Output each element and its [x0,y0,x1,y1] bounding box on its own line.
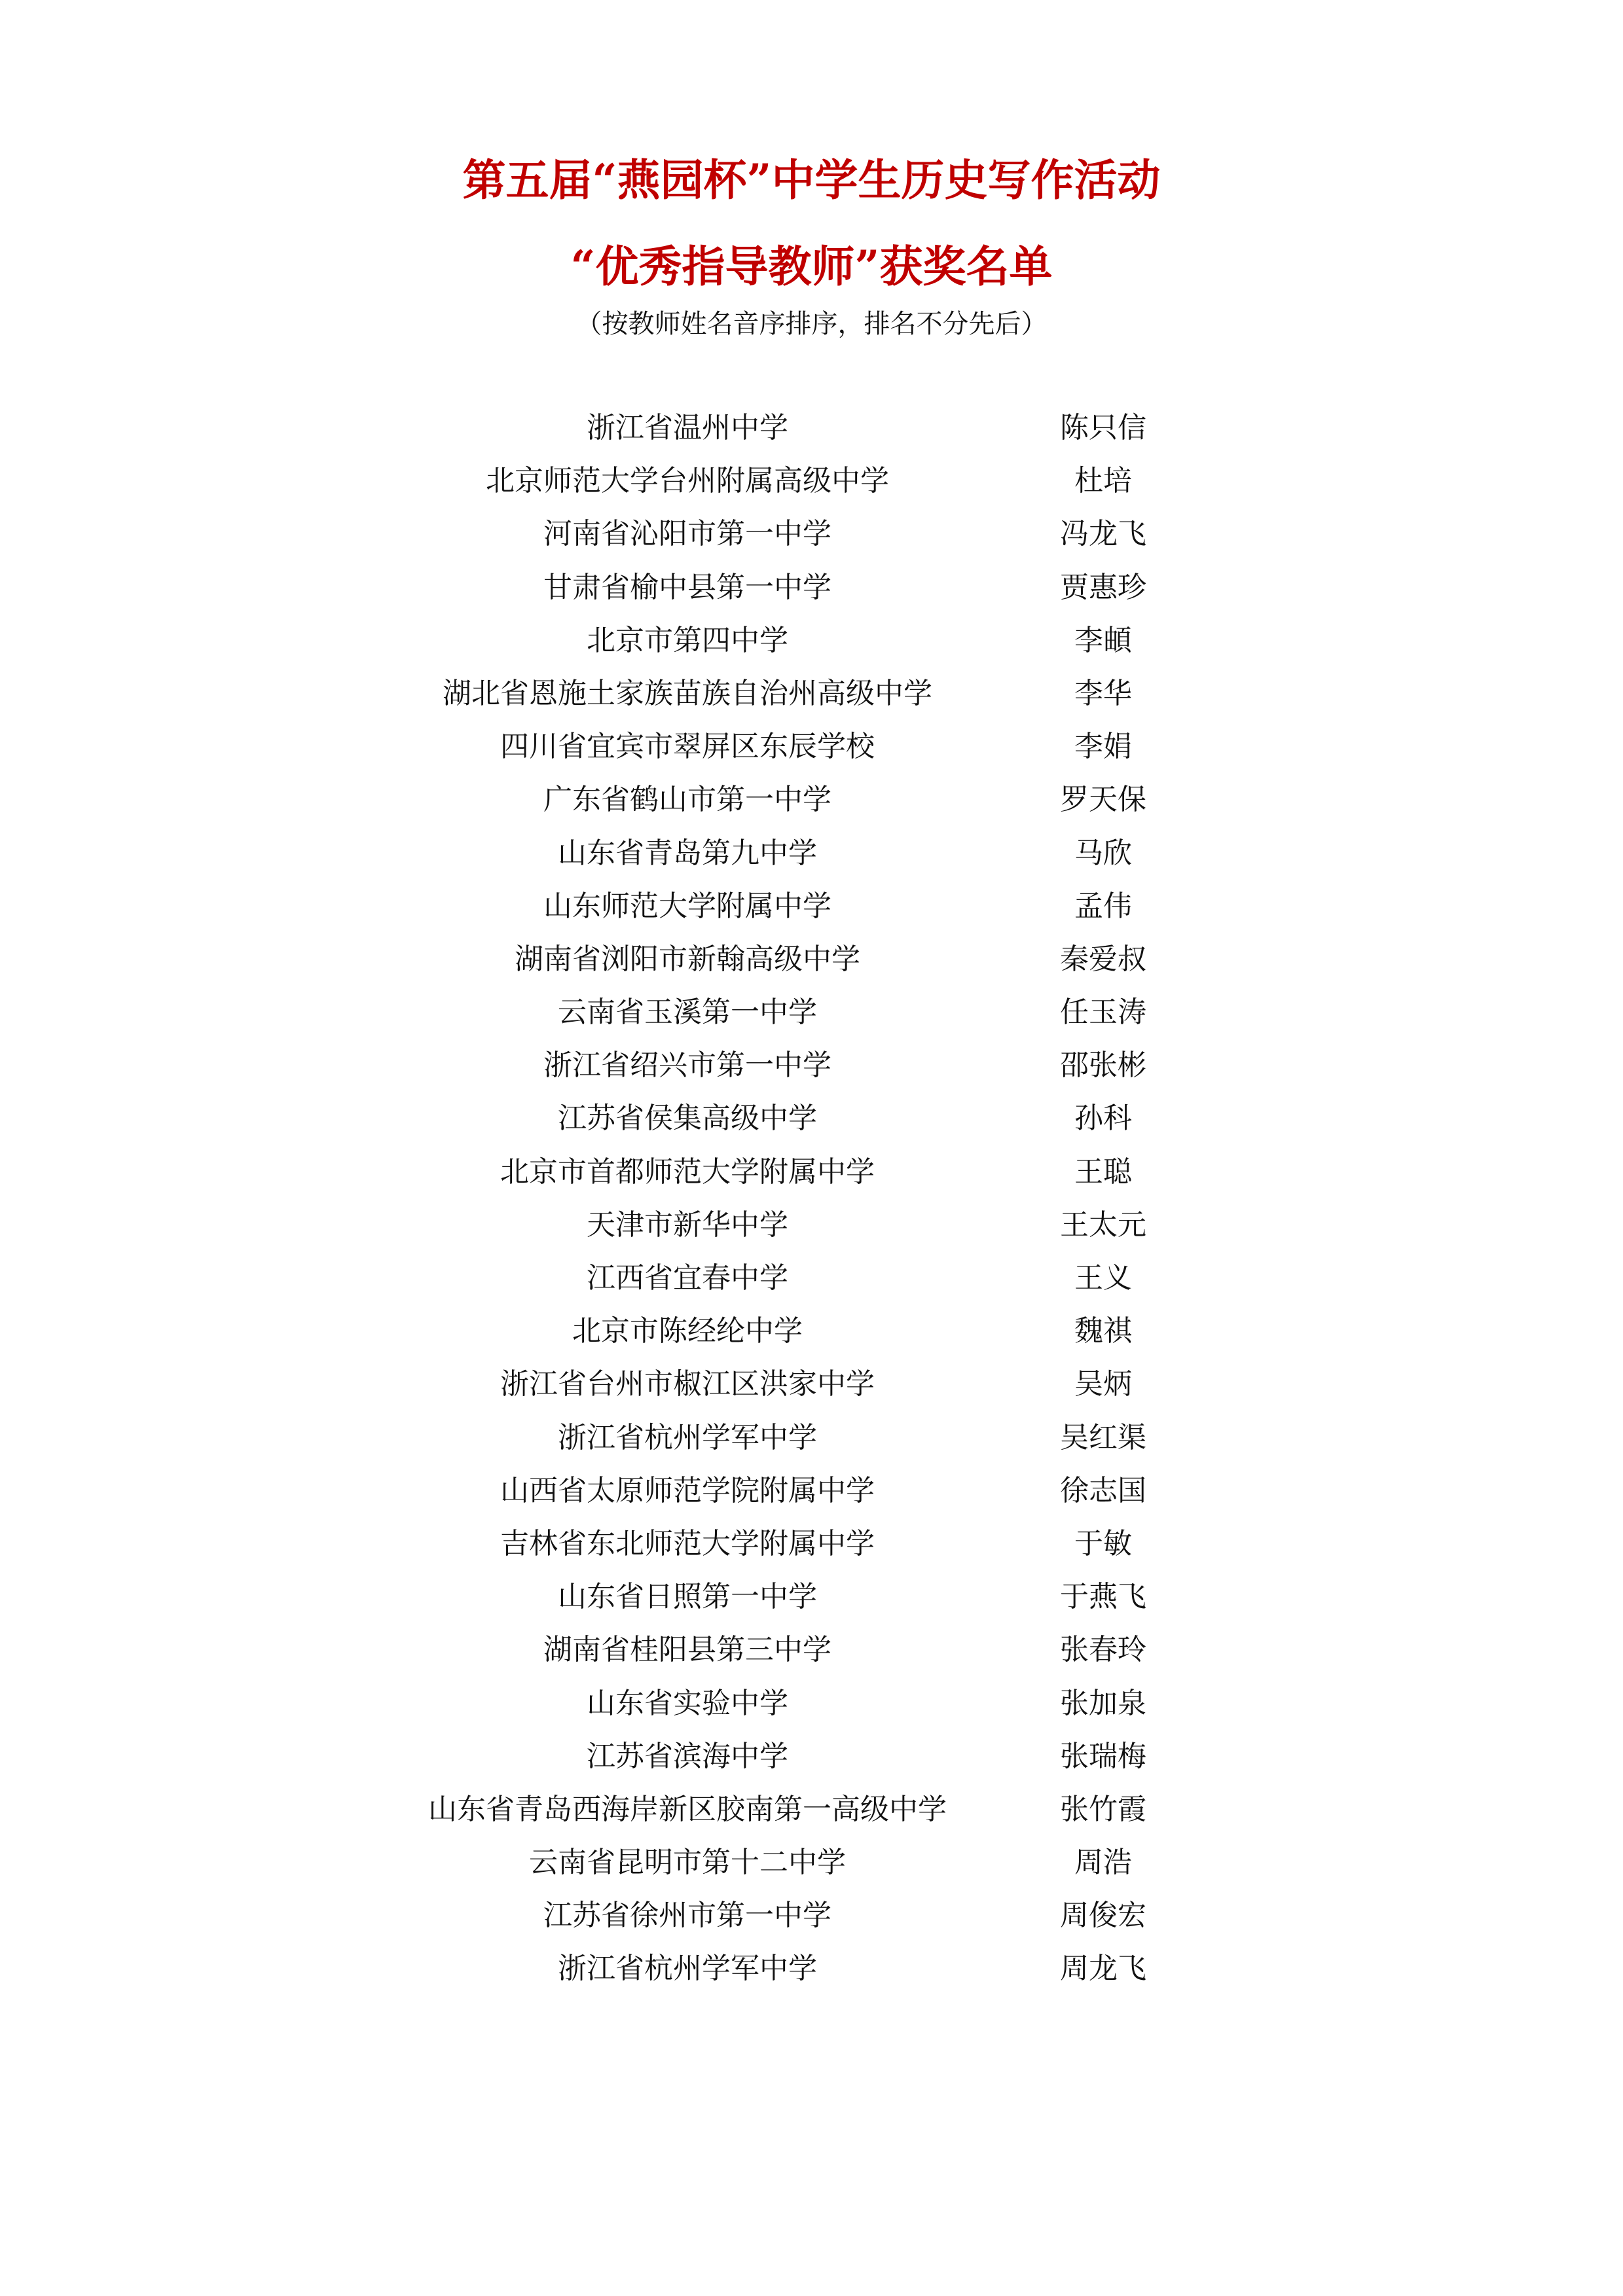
list-item [0,989,1623,1042]
teacher-name: 魏祺 [1074,1314,1132,1348]
school-name: 山东师范大学附属中学 [543,889,831,923]
list-item [0,457,1623,511]
list-item [0,1361,1623,1414]
teacher-name: 周浩 [1074,1846,1132,1880]
school-name: 吉林省东北师范大学附属中学 [500,1526,875,1560]
list-item [0,1520,1623,1573]
list-item [0,1308,1623,1361]
teacher-name: 陈只信 [1060,411,1146,444]
school-name: 山东省青岛第九中学 [558,836,817,870]
list-item [0,723,1623,776]
list-item [0,830,1623,883]
list-item [0,1733,1623,1786]
list-item [0,1042,1623,1095]
school-name: 浙江省温州中学 [587,411,788,444]
list-item [0,670,1623,723]
teacher-name: 张瑞梅 [1060,1739,1146,1773]
awardee-list [0,404,1623,1999]
teacher-name: 吴炳 [1074,1367,1132,1401]
list-item [0,1839,1623,1892]
school-name: 浙江省台州市椒江区洪家中学 [500,1367,875,1401]
teacher-name: 李頔 [1074,623,1132,657]
school-name: 湖南省桂阳县第三中学 [543,1633,831,1667]
school-name: 北京市第四中学 [587,623,788,657]
school-name: 北京市陈经纶中学 [572,1314,803,1348]
school-name: 北京师范大学台州附属高级中学 [486,464,889,498]
teacher-name: 李娟 [1074,730,1132,764]
school-name: 云南省昆明市第十二中学 [529,1846,846,1880]
school-name: 江苏省徐州市第一中学 [543,1899,831,1933]
list-item [0,1255,1623,1308]
list-item [0,1573,1623,1626]
list-item [0,883,1623,936]
list-item [0,564,1623,617]
document-subtitle-heading: “优秀指导教师”获奖名单 [570,241,1053,292]
teacher-name: 王义 [1074,1261,1132,1295]
school-name: 山西省太原师范学院附属中学 [500,1473,875,1507]
teacher-name: 邵张彬 [1060,1049,1146,1083]
teacher-name: 冯龙飞 [1060,517,1146,551]
school-name: 江苏省侯集高级中学 [558,1102,817,1136]
list-item [0,1626,1623,1679]
sorting-note: （按教师姓名音序排序，排名不分先后） [575,309,1048,339]
school-name: 江苏省滨海中学 [587,1739,788,1773]
teacher-name: 张春玲 [1060,1633,1146,1667]
list-item [0,1202,1623,1255]
list-item [0,1892,1623,1945]
school-name: 湖北省恩施土家族苗族自治州高级中学 [443,676,932,710]
teacher-name: 孙科 [1074,1102,1132,1136]
school-name: 浙江省绍兴市第一中学 [543,1049,831,1083]
list-item [0,1414,1623,1467]
list-item [0,1095,1623,1148]
teacher-name: 张竹霞 [1060,1792,1146,1826]
teacher-name: 李华 [1074,676,1132,710]
school-name: 浙江省杭州学军中学 [558,1420,817,1454]
teacher-name: 周龙飞 [1060,1952,1146,1986]
school-name: 山东省实验中学 [587,1686,788,1720]
school-name: 江西省宜春中学 [587,1261,788,1295]
teacher-name: 杜培 [1074,464,1132,498]
school-name: 河南省沁阳市第一中学 [543,517,831,551]
teacher-name: 周俊宏 [1060,1899,1146,1933]
teacher-name: 于敏 [1074,1526,1132,1560]
teacher-name: 徐志国 [1060,1473,1146,1507]
list-item [0,1149,1623,1202]
teacher-name: 马欣 [1074,836,1132,870]
teacher-name: 于燕飞 [1060,1580,1146,1614]
list-item [0,617,1623,670]
teacher-name: 贾惠珍 [1060,570,1146,604]
list-item [0,404,1623,457]
list-item [0,936,1623,989]
list-item [0,1680,1623,1733]
list-item [0,1786,1623,1839]
teacher-name: 张加泉 [1060,1686,1146,1720]
list-item [0,1945,1623,1998]
school-name: 天津市新华中学 [587,1208,788,1242]
teacher-name: 罗天保 [1060,783,1146,817]
school-name: 山东省青岛西海岸新区胶南第一高级中学 [428,1792,947,1826]
school-name: 湖南省浏阳市新翰高级中学 [515,942,860,976]
school-name: 甘肃省榆中县第一中学 [543,570,831,604]
teacher-name: 任玉涛 [1060,996,1146,1030]
teacher-name: 王聪 [1074,1155,1132,1189]
school-name: 浙江省杭州学军中学 [558,1952,817,1986]
list-item [0,511,1623,564]
school-name: 北京市首都师范大学附属中学 [500,1155,875,1189]
list-item [0,776,1623,829]
document-title: 第五届“燕园杯”中学生历史写作活动 [462,154,1161,206]
teacher-name: 秦爱叔 [1060,942,1146,976]
teacher-name: 吴红渠 [1060,1420,1146,1454]
school-name: 山东省日照第一中学 [558,1580,817,1614]
list-item [0,1467,1623,1520]
teacher-name: 孟伟 [1074,889,1132,923]
school-name: 广东省鹤山市第一中学 [543,783,831,817]
teacher-name: 王太元 [1060,1208,1146,1242]
school-name: 云南省玉溪第一中学 [558,996,817,1030]
school-name: 四川省宜宾市翠屏区东辰学校 [500,730,875,764]
